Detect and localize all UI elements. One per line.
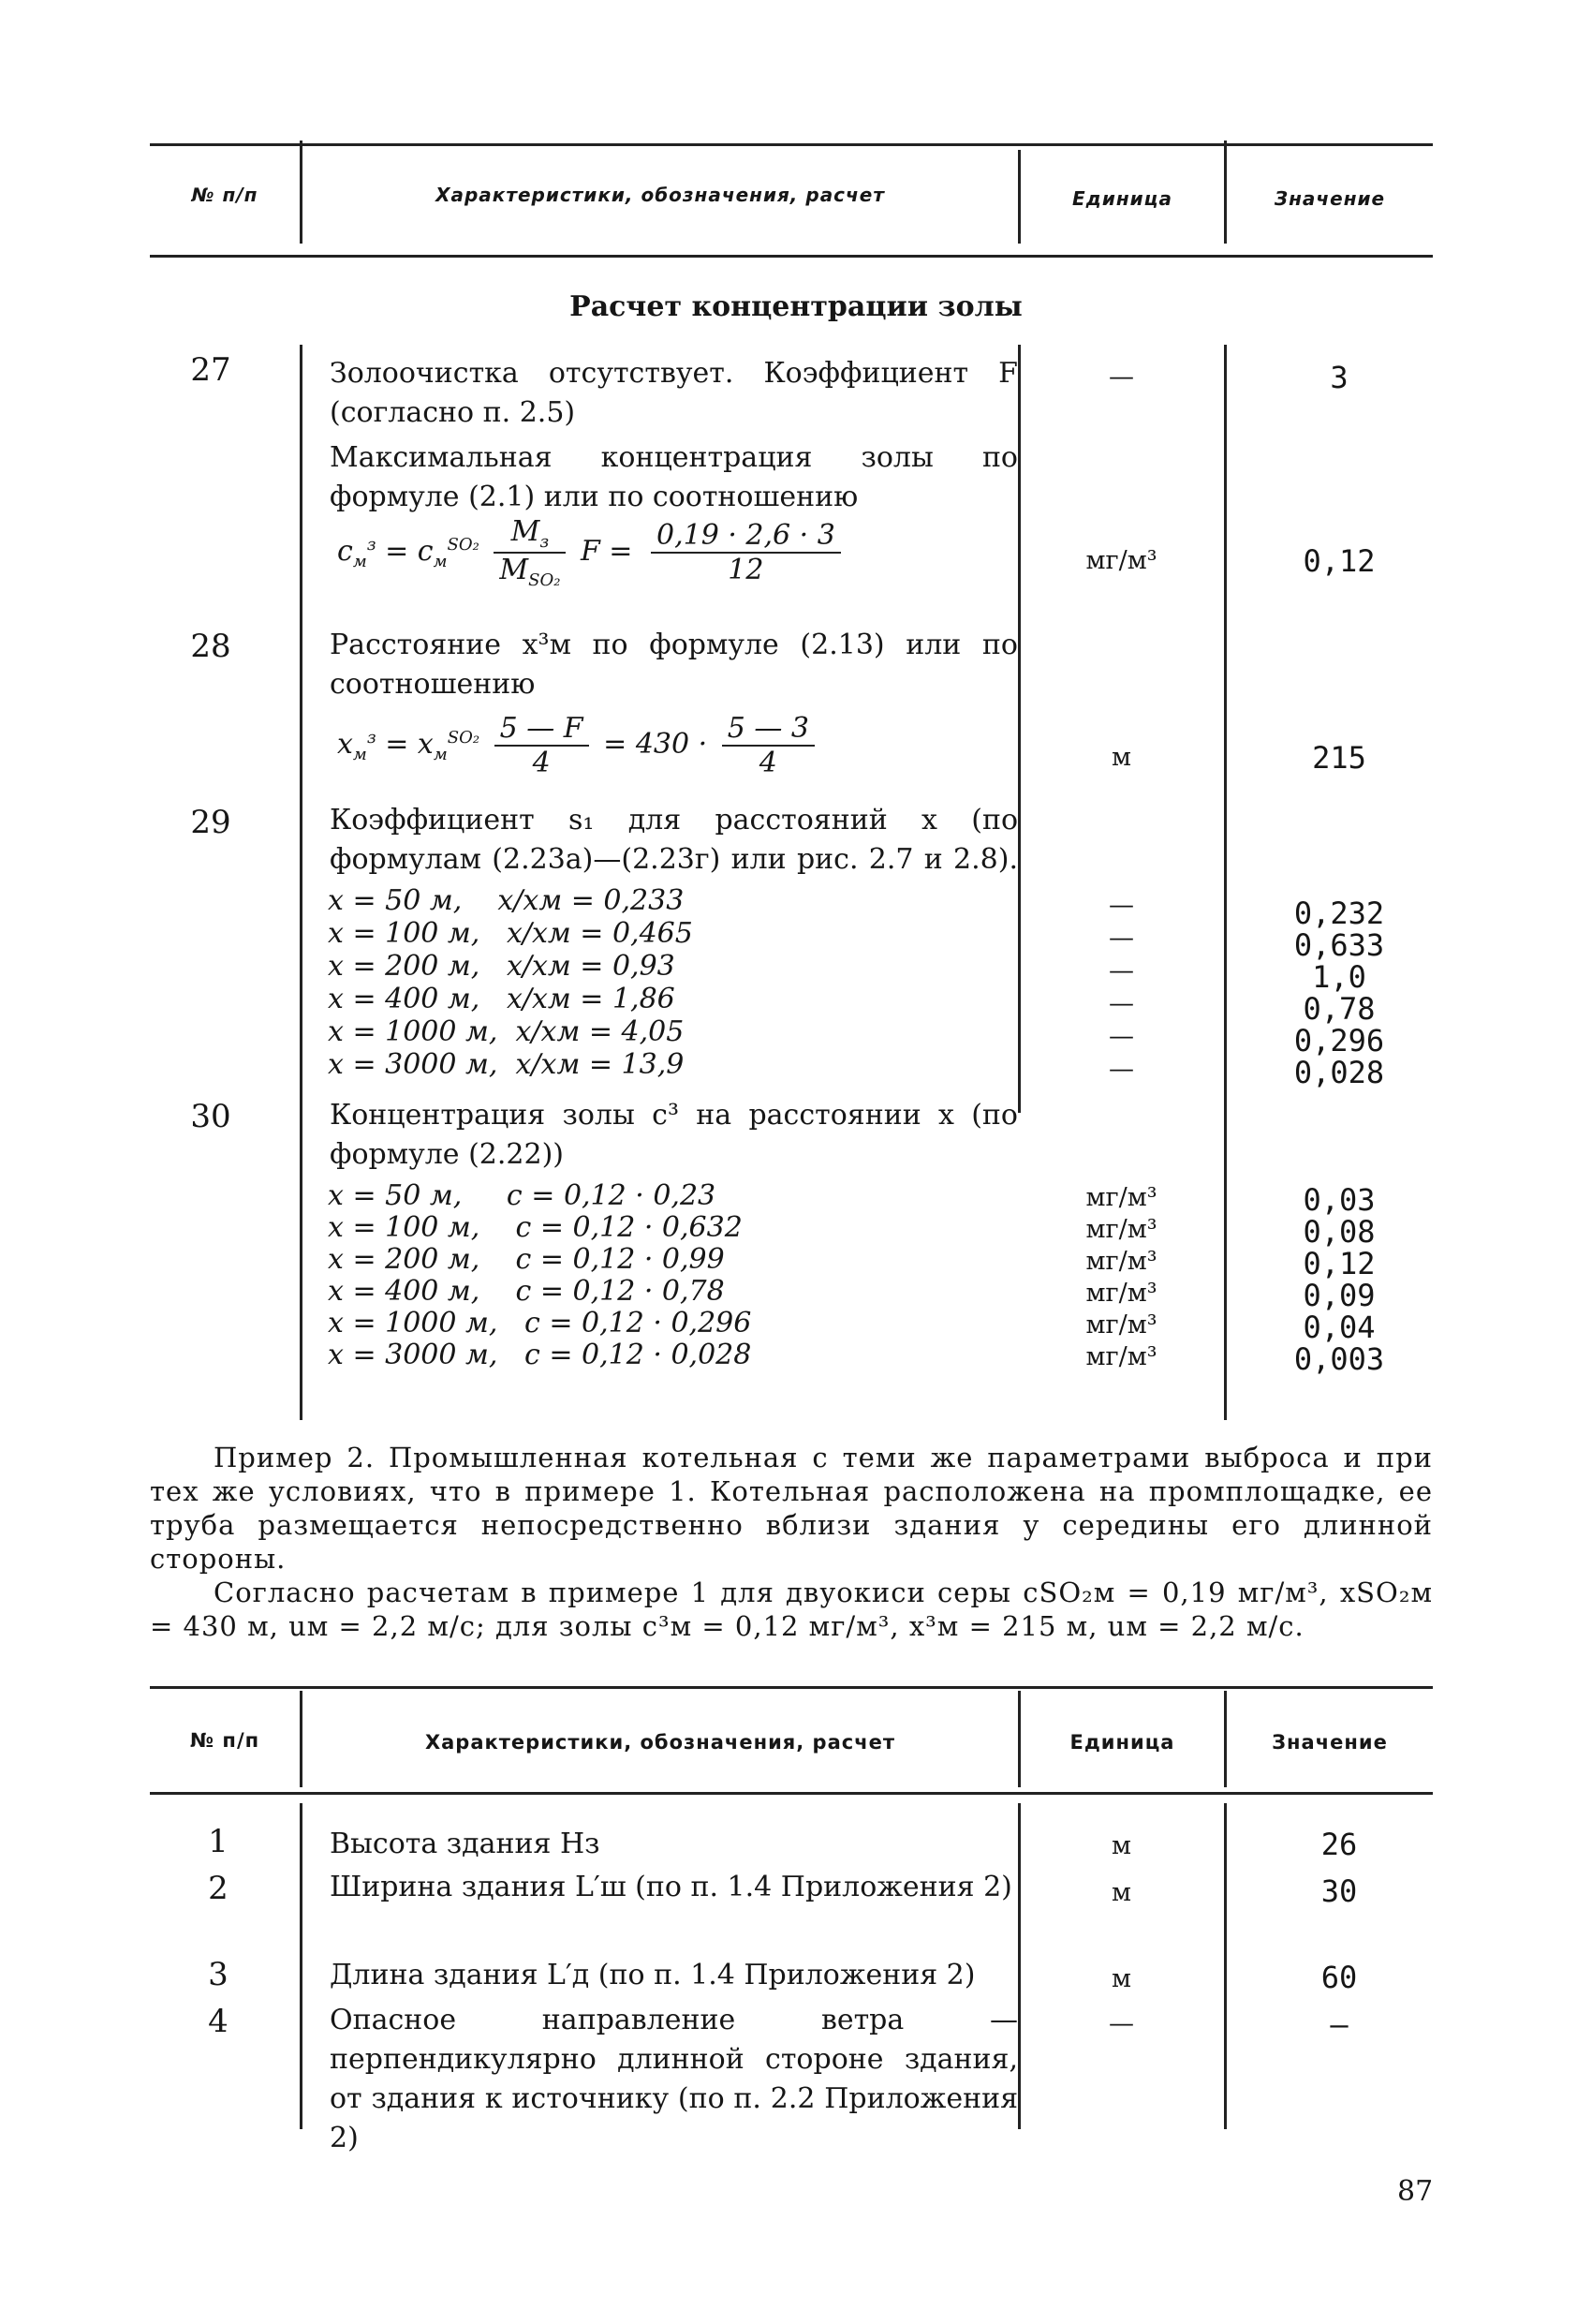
example-2-paragraph: Пример 2. Промышленная котельная с теми же параметрами выброса и при тех же условиях, что в примере 1. Котельная расположена на промплощадке, ее труба размещается непосредственно вблизи здания у середины его длинной стороны. — [150, 1442, 1433, 1575]
row-number: 2 — [208, 1870, 228, 1907]
row-text: Концентрация золы c³ на расстоянии x (по формуле (2.22)) — [330, 1099, 1018, 1171]
row-unit: м — [1111, 1964, 1131, 1993]
row-number: 30 — [190, 1098, 231, 1135]
row-value: 1,0 — [1312, 959, 1366, 995]
row-text: Расстояние x³м по формуле (2.13) или по соотношению — [330, 629, 1018, 701]
row-value: 0,003 — [1293, 1341, 1385, 1377]
row-number: 28 — [190, 628, 231, 665]
row-unit: м — [1111, 1831, 1131, 1860]
row-unit: — — [1109, 1022, 1134, 1051]
row-unit: — — [1109, 2009, 1134, 2038]
row-value: 0,028 — [1293, 1055, 1385, 1090]
formula-numerator: 5 — 3 — [722, 712, 815, 747]
row-value: 0,296 — [1293, 1023, 1385, 1058]
table-top-rule — [150, 1686, 1433, 1689]
row-text: Высота здания Hз — [330, 1828, 600, 1860]
row-number: 27 — [190, 351, 231, 389]
row-unit: м — [1111, 743, 1131, 772]
col-header-value: Значение — [1274, 187, 1386, 210]
row-unit: — — [1109, 891, 1134, 920]
formula-denominator: 12 — [728, 554, 764, 586]
row-unit: мг/м³ — [1085, 546, 1157, 575]
row-number: 3 — [208, 1956, 228, 1993]
row-value: 215 — [1312, 740, 1366, 776]
row-value: 30 — [1320, 1873, 1358, 1909]
formula-numerator: 0,19 · 2,6 · 3 — [651, 519, 841, 554]
row-text: Опасное направление ветра — перпендикулярно длинной стороне здания, от здания к источнику (по п. 2.2 Приложения 2) — [330, 2004, 1018, 2154]
row-value: 0,09 — [1303, 1278, 1376, 1313]
col-header-value: Значение — [1272, 1731, 1388, 1754]
row-unit: — — [1109, 363, 1134, 392]
calc-line: x = 50 м, x/xм = 0,233 — [328, 884, 685, 917]
row-text: Золоочистка отсутствует. Коэффициент F (согласно п. 2.5) — [330, 357, 1018, 429]
calc-line: x = 100 м, x/xм = 0,465 — [328, 917, 693, 950]
row-unit: — — [1109, 956, 1134, 985]
row-unit: мг/м³ — [1085, 1183, 1157, 1212]
row-value: — — [1330, 2006, 1349, 2042]
col-header-number: № п/п — [191, 184, 258, 206]
row-unit: — — [1109, 924, 1134, 953]
table-header-rule — [150, 1792, 1433, 1795]
col-header-unit: Единица — [1072, 187, 1172, 210]
table-top-rule — [150, 143, 1433, 146]
distance-formula: $x_м^з = x_м^{SO_2}$ $\frac{5 — F}{4}$ = 430 · $\frac{5 — 3}{4}$ — [337, 712, 820, 779]
row-value: 0,08 — [1303, 1214, 1376, 1250]
table-header-rule — [150, 255, 1433, 258]
calc-line: x = 1000 м, x/xм = 4,05 — [328, 1015, 685, 1048]
calc-line: x = 3000 м, x/xм = 13,9 — [328, 1048, 685, 1081]
row-number: 29 — [190, 804, 231, 841]
row-unit: мг/м³ — [1085, 1215, 1157, 1244]
calc-line: x = 400 м, c = 0,12 · 0,78 — [328, 1275, 725, 1308]
row-unit: — — [1109, 989, 1134, 1018]
calc-line: x = 50 м, c = 0,12 · 0,23 — [328, 1179, 716, 1212]
row-unit: мг/м³ — [1085, 1279, 1157, 1308]
example-2-data-paragraph: Согласно расчетам в примере 1 для двуокиси серы cSO₂м = 0,19 мг/м³, xSO₂м = 430 м, uм = 2,2 м/с; для золы c³м = 0,12 мг/м³, x³м = 215 м, uм = 2,2 м/с. — [150, 1576, 1433, 1642]
row-value: 0,633 — [1293, 927, 1385, 963]
row-value: 0,78 — [1303, 991, 1376, 1027]
row-value: 0,12 — [1303, 1246, 1376, 1281]
row-number: 4 — [208, 2003, 228, 2040]
ash-concentration-formula: $c_м^з = c_м^{SO_2}$ $\frac{M_з}{M_{SO_2}}$ F = $\frac{0,19 \cdot 2,6 \cdot 3}{12}$ — [337, 515, 847, 590]
col-header-unit: Единица — [1069, 1731, 1175, 1754]
calc-line: x = 200 м, c = 0,12 · 0,99 — [328, 1243, 725, 1276]
row-unit: мг/м³ — [1085, 1342, 1157, 1371]
calc-line: x = 400 м, x/xм = 1,86 — [328, 983, 675, 1015]
row-value: 3 — [1330, 360, 1349, 395]
row-unit: м — [1111, 1878, 1131, 1907]
calc-line: x = 1000 м, c = 0,12 · 0,296 — [328, 1307, 752, 1340]
row-value: 0,04 — [1303, 1310, 1376, 1345]
row-number: 1 — [208, 1823, 228, 1860]
row-value: 60 — [1320, 1960, 1358, 1995]
row-text: Ширина здания L′ш (по п. 1.4 Приложения 2) — [330, 1871, 1012, 1903]
page-number: 87 — [1397, 2175, 1434, 2208]
col-header-number: № п/п — [189, 1729, 260, 1752]
formula-rhs: 430 · — [635, 728, 708, 761]
row-unit: мг/м³ — [1085, 1310, 1157, 1340]
row-value: 0,232 — [1293, 896, 1385, 931]
calc-line: x = 200 м, x/xм = 0,93 — [328, 950, 675, 983]
column-divider — [300, 345, 302, 1420]
row-value: 26 — [1320, 1827, 1358, 1862]
row-text: Максимальная концентрация золы по формуле (2.1) или по соотношению — [330, 441, 1018, 513]
col-header-characteristics: Характеристики, обозначения, расчет — [435, 184, 885, 206]
formula-denominator: 4 — [759, 747, 777, 779]
calc-line: x = 100 м, c = 0,12 · 0,632 — [328, 1211, 743, 1244]
row-unit: мг/м³ — [1085, 1247, 1157, 1276]
row-unit: — — [1109, 1055, 1134, 1084]
calc-line: x = 3000 м, c = 0,12 · 0,028 — [328, 1339, 752, 1371]
col-header-characteristics: Характеристики, обозначения, расчет — [424, 1731, 896, 1754]
column-divider — [300, 1803, 302, 2129]
row-value: 0,12 — [1303, 543, 1376, 579]
row-text: Длина здания L′д (по п. 1.4 Приложения 2) — [330, 1959, 976, 1991]
section-title: Расчет концентрации золы — [569, 290, 1023, 323]
row-value: 0,03 — [1303, 1182, 1376, 1218]
row-text: Коэффициент s₁ для расстояний x (по формулам (2.23а)—(2.23г) или рис. 2.7 и 2.8). — [330, 804, 1018, 876]
